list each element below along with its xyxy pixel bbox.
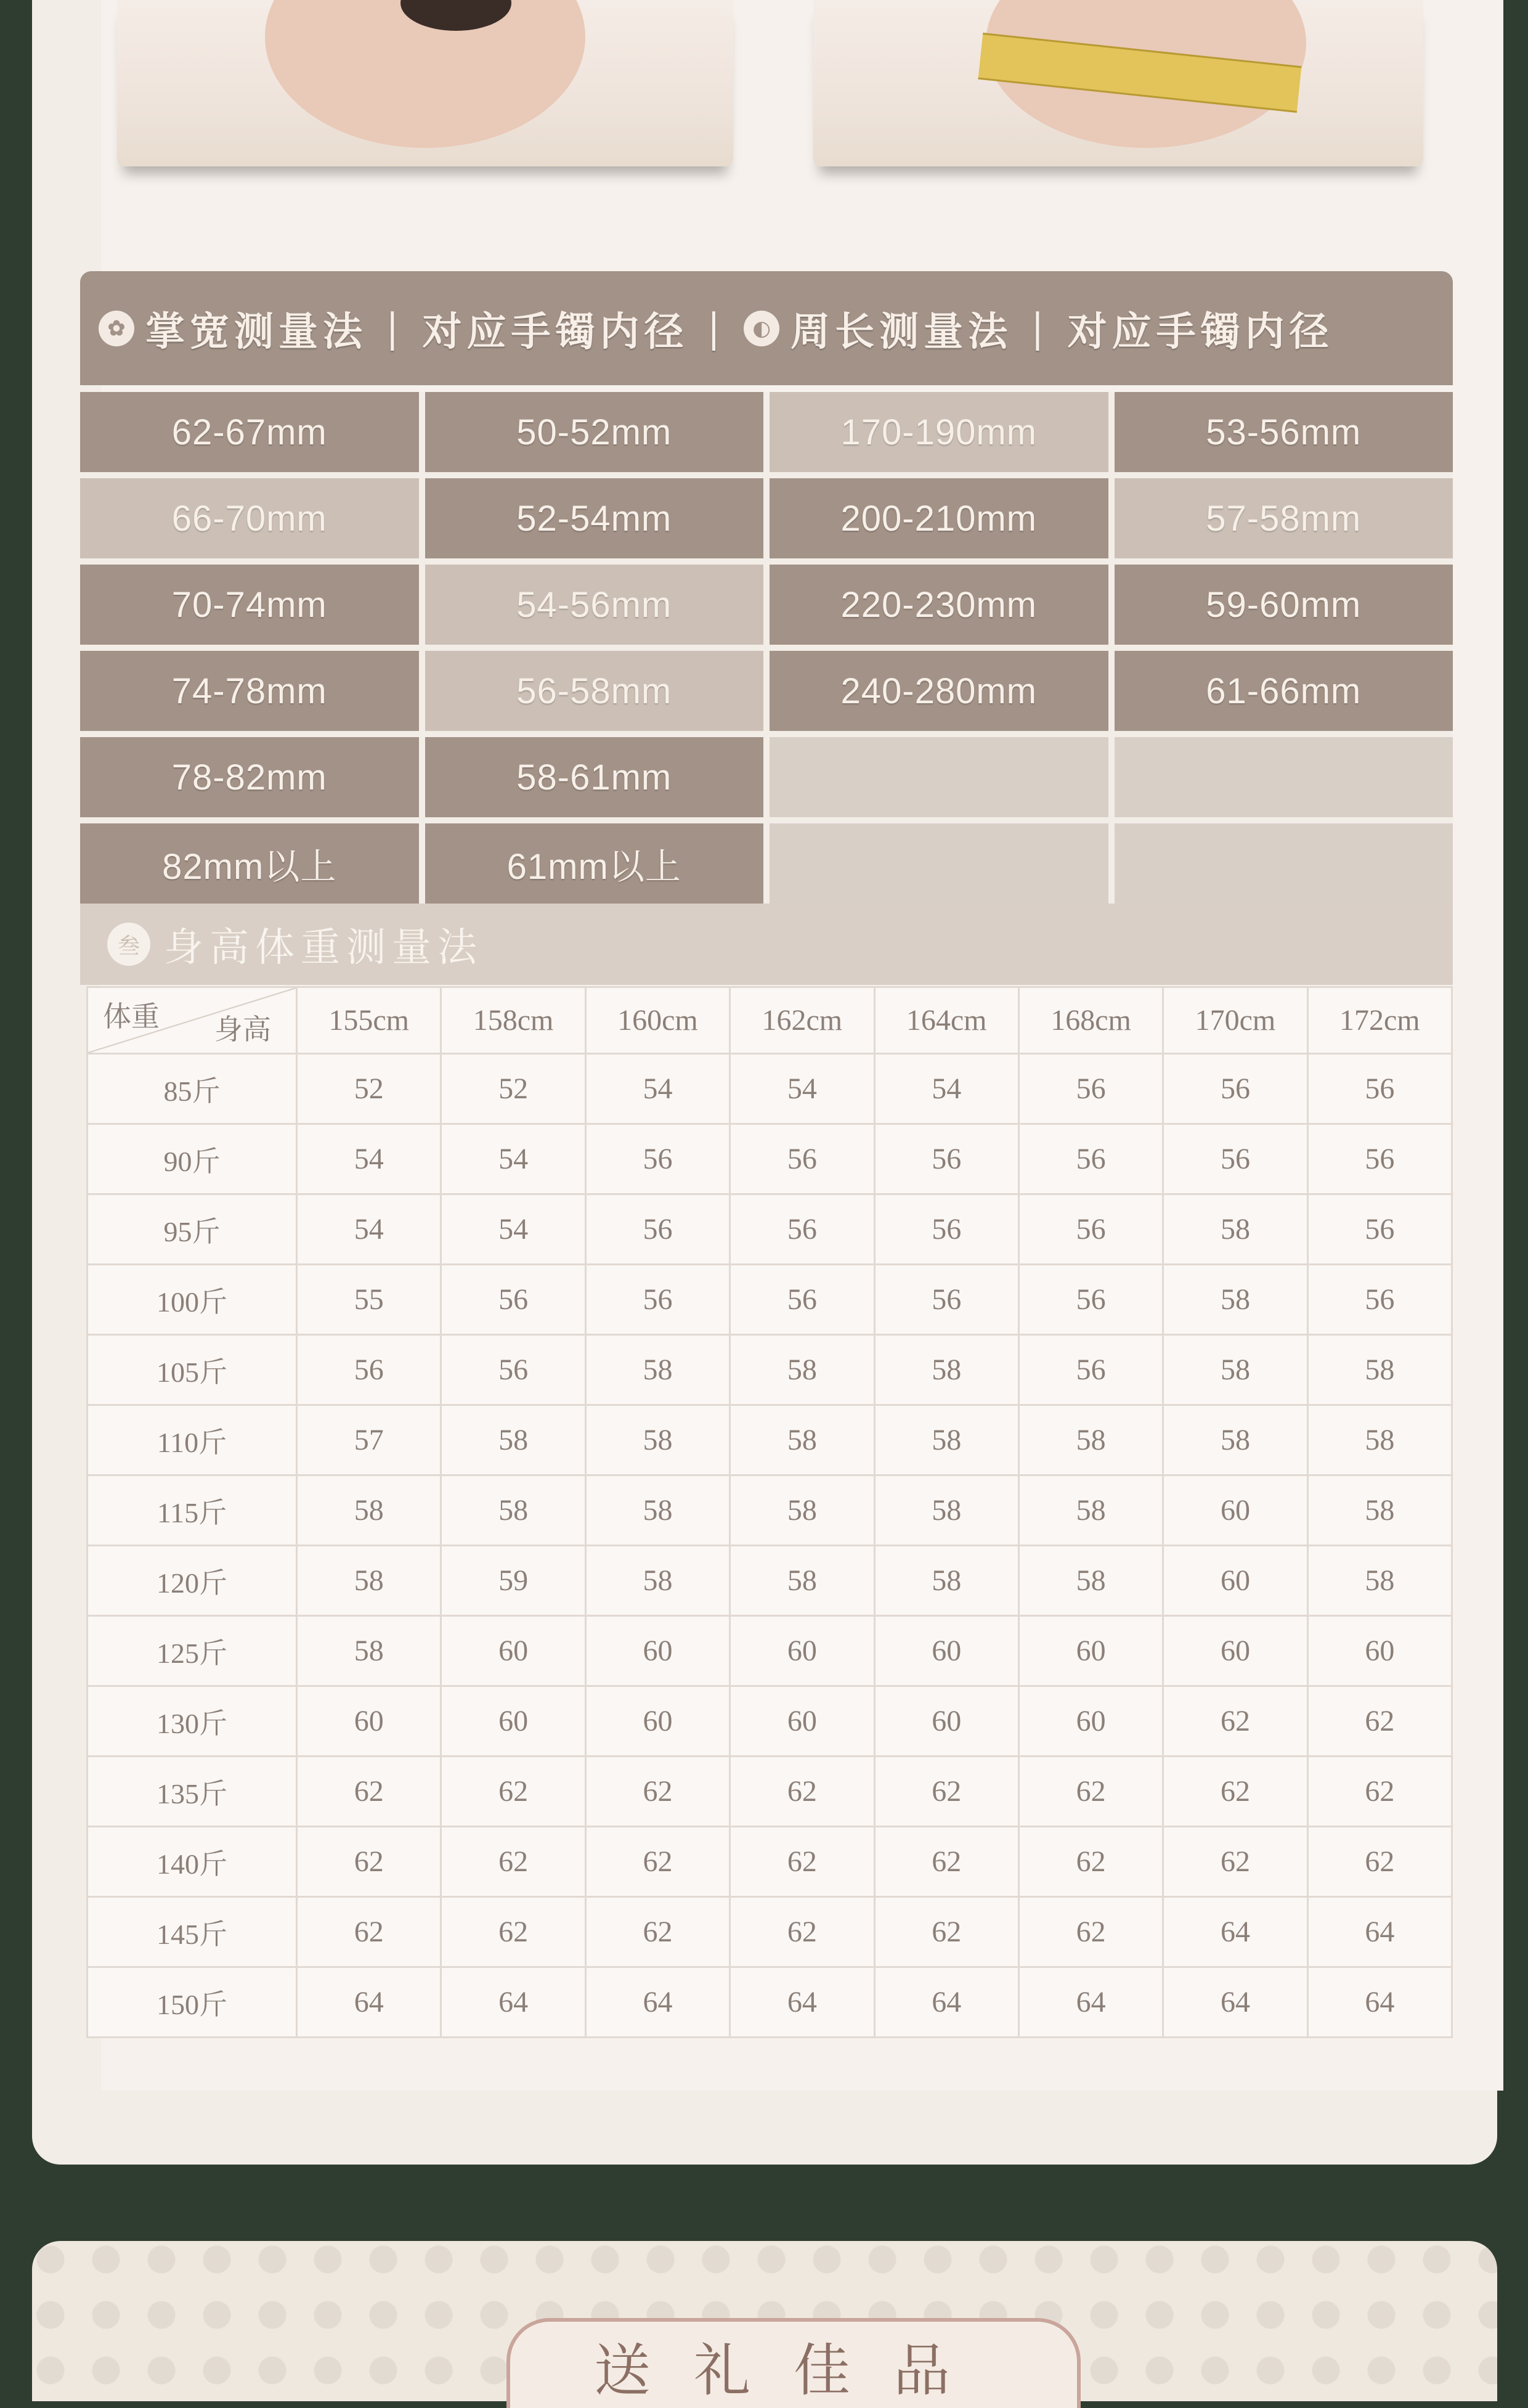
height-column-header: 160cm [585,987,729,1054]
bracelet-size-cell: 52 [297,1054,441,1124]
bracelet-size-cell: 58 [874,1546,1018,1616]
bracelet-size-cell: 56 [441,1265,585,1335]
bracelet-size-cell: 56 [1307,1265,1452,1335]
empty-cell [770,823,1108,904]
table-row [87,1897,1452,1967]
bracelet-size-cell: 64 [730,1967,874,2038]
bracelet-size-cell: 60 [1163,1616,1307,1686]
bracelet-size-cell: 60 [297,1686,441,1757]
bracelet-size-cell: 54 [585,1054,729,1124]
section-number-icon: 叁 [107,923,150,966]
bracelet-size-cell: 56 [297,1335,441,1405]
table-row [87,1475,1452,1546]
bracelet-size-cell: 58 [585,1546,729,1616]
bracelet-size-cell: 60 [1163,1546,1307,1616]
bracelet-size-cell: 64 [1018,1967,1163,2038]
height-column-header: 162cm [730,987,874,1054]
header-separator: | [1031,305,1049,351]
table-row [87,1827,1452,1897]
weight-row-label: 140斤 [87,1827,297,1897]
bracelet-size-cell: 58 [1307,1405,1452,1475]
bracelet-size-cell: 54 [730,1054,874,1124]
bracelet-size-cell: 62 [297,1827,441,1897]
bracelet-size-cell: 56 [874,1124,1018,1194]
empty-cell [1115,823,1453,904]
weight-row-label: 150斤 [87,1967,297,2038]
bracelet-size-cell: 58 [1018,1475,1163,1546]
weight-row-label: 110斤 [87,1405,297,1475]
bracelet-size-cell: 58 [1018,1546,1163,1616]
flower-icon: ✿ [99,311,134,346]
circ-target-title: 对应手镯内径 [1067,308,1334,355]
circ-method-title: 周长测量法 [790,308,1013,355]
table-row [87,1265,1452,1335]
bracelet-size-cell: 55 [297,1265,441,1335]
bracelet-size-cell: 58 [874,1405,1018,1475]
bracelet-size-cell: 60 [874,1686,1018,1757]
palm-width-cell: 70-74mm [80,565,419,645]
measurement-grid [80,392,1453,904]
bracelet-size-cell: 62 [1163,1827,1307,1897]
table-row [87,1616,1452,1686]
bracelet-size-cell: 57 [297,1405,441,1475]
table-row [87,1546,1452,1616]
palm-method-title: 掌宽测量法 [145,308,367,355]
weight-row-label: 145斤 [87,1897,297,1967]
bracelet-size-cell: 58 [1307,1546,1452,1616]
table-row [87,1335,1452,1405]
palm-inner-cell: 50-52mm [425,392,764,472]
bracelet-size-cell: 59 [441,1546,585,1616]
height-column-header: 155cm [297,987,441,1054]
table-row [87,1405,1452,1475]
table-corner-cell [87,987,297,1054]
table-row [87,1967,1452,2038]
bracelet-size-cell: 56 [585,1194,729,1265]
bracelet-size-cell: 56 [874,1265,1018,1335]
bracelet-size-cell: 58 [874,1475,1018,1546]
height-weight-header [80,904,1453,985]
bracelet-size-cell: 60 [1307,1616,1452,1686]
bracelet-size-cell: 62 [441,1757,585,1827]
bracelet-size-cell: 56 [585,1124,729,1194]
bracelet-size-cell: 58 [1307,1335,1452,1405]
weight-row-label: 100斤 [87,1265,297,1335]
height-column-header: 164cm [874,987,1018,1054]
bracelet-size-cell: 62 [874,1827,1018,1897]
bracelet-size-cell: 60 [585,1616,729,1686]
circ-inner-cell: 61-66mm [1115,651,1453,731]
bracelet-size-cell: 58 [297,1546,441,1616]
bracelet-size-cell: 56 [1163,1124,1307,1194]
table-header-row [87,987,1452,1054]
bracelet-size-cell: 56 [1018,1335,1163,1405]
weight-row-label: 120斤 [87,1546,297,1616]
bracelet-size-cell: 56 [1307,1194,1452,1265]
gift-section-card [32,2241,1497,2404]
bracelet-size-cell: 58 [874,1335,1018,1405]
bracelet-size-cell: 60 [1163,1475,1307,1546]
bracelet-size-cell: 56 [730,1124,874,1194]
weight-row-label: 95斤 [87,1194,297,1265]
wrist-measure-photo [813,0,1423,166]
circumference-cell: 200-210mm [770,478,1108,558]
weight-row-label: 85斤 [87,1054,297,1124]
bracelet-size-cell: 62 [297,1757,441,1827]
empty-cell [770,737,1108,817]
height-column-header: 158cm [441,987,585,1054]
bracelet-size-cell: 56 [730,1265,874,1335]
palm-width-cell: 78-82mm [80,737,419,817]
bracelet-size-cell: 62 [441,1827,585,1897]
table-body [87,1054,1452,2038]
bracelet-size-cell: 58 [1018,1405,1163,1475]
palm-target-title: 对应手镯内径 [422,308,689,355]
gift-section-title: 送礼佳品 [506,2318,1081,2408]
weight-row-label: 135斤 [87,1757,297,1827]
bracelet-size-cell: 54 [874,1054,1018,1124]
bracelet-size-cell: 64 [1307,1897,1452,1967]
bracelet-size-cell: 62 [585,1897,729,1967]
palm-width-cell: 82mm以上 [80,823,419,904]
height-weight-table [86,986,1453,2038]
bracelet-size-cell: 58 [1307,1475,1452,1546]
bracelet-size-cell: 54 [441,1194,585,1265]
bracelet-size-cell: 58 [1163,1335,1307,1405]
bracelet-size-cell: 58 [730,1335,874,1405]
bracelet-size-cell: 62 [730,1827,874,1897]
bracelet-size-cell: 58 [585,1405,729,1475]
header-separator: | [386,305,404,351]
bracelet-size-cell: 60 [730,1686,874,1757]
bracelet-size-cell: 62 [1307,1686,1452,1757]
palm-width-cell: 62-67mm [80,392,419,472]
circumference-cell: 220-230mm [770,565,1108,645]
height-column-header: 170cm [1163,987,1307,1054]
bracelet-size-cell: 64 [585,1967,729,2038]
bracelet-size-cell: 58 [730,1475,874,1546]
height-axis-label: 身高 [214,1014,271,1045]
bracelet-size-cell: 58 [297,1616,441,1686]
bracelet-size-cell: 54 [297,1194,441,1265]
bracelet-size-cell: 56 [1018,1054,1163,1124]
bracelet-size-cell: 58 [1163,1194,1307,1265]
palm-inner-cell: 56-58mm [425,651,764,731]
circ-inner-cell: 57-58mm [1115,478,1453,558]
table-row [87,1124,1452,1194]
bracelet-size-cell: 60 [441,1686,585,1757]
height-column-header: 172cm [1307,987,1452,1054]
circumference-cell: 170-190mm [770,392,1108,472]
bracelet-size-cell: 62 [1018,1827,1163,1897]
bracelet-size-cell: 62 [1163,1757,1307,1827]
weight-row-label: 115斤 [87,1475,297,1546]
bracelet-size-cell: 58 [297,1475,441,1546]
weight-row-label: 125斤 [87,1616,297,1686]
bracelet-size-cell: 60 [585,1686,729,1757]
bracelet-size-cell: 56 [441,1335,585,1405]
bracelet-size-cell: 58 [441,1405,585,1475]
bracelet-size-cell: 62 [585,1757,729,1827]
bracelet-size-cell: 60 [874,1616,1018,1686]
half-circle-icon: ◐ [744,311,779,346]
bracelet-size-cell: 56 [874,1194,1018,1265]
weight-row-label: 90斤 [87,1124,297,1194]
palm-method-label [99,300,367,357]
bracelet-size-cell: 60 [1018,1686,1163,1757]
bracelet-size-cell: 58 [441,1475,585,1546]
weight-axis-label: 体重 [103,1001,160,1032]
height-column-header: 168cm [1018,987,1163,1054]
bracelet-size-cell: 64 [1163,1967,1307,2038]
circumference-cell: 240-280mm [770,651,1108,731]
bracelet-size-cell: 64 [1163,1897,1307,1967]
bracelet-size-cell: 58 [730,1405,874,1475]
bracelet-size-cell: 62 [1018,1897,1163,1967]
weight-row-label: 130斤 [87,1686,297,1757]
bracelet-size-cell: 62 [874,1757,1018,1827]
bracelet-size-cell: 58 [730,1546,874,1616]
bracelet-size-cell: 56 [1163,1054,1307,1124]
height-weight-title: 身高体重测量法 [164,925,483,971]
bracelet-size-cell: 62 [441,1897,585,1967]
bracelet-size-cell: 56 [730,1194,874,1265]
palm-inner-cell: 54-56mm [425,565,764,645]
bracelet-size-cell: 60 [441,1616,585,1686]
bracelet-size-cell: 62 [297,1897,441,1967]
bracelet-size-cell: 62 [1307,1827,1452,1897]
palm-inner-cell: 58-61mm [425,737,764,817]
bracelet-size-cell: 64 [297,1967,441,2038]
bracelet-size-cell: 56 [1018,1265,1163,1335]
palm-inner-cell: 52-54mm [425,478,764,558]
method-header [80,271,1453,385]
palm-width-cell: 74-78mm [80,651,419,731]
empty-cell [1115,737,1453,817]
bracelet-size-cell: 60 [1018,1616,1163,1686]
bracelet-size-cell: 64 [441,1967,585,2038]
circ-inner-cell: 53-56mm [1115,392,1453,472]
table-row [87,1686,1452,1757]
bracelet-size-cell: 56 [1018,1124,1163,1194]
table-row [87,1194,1452,1265]
bracelet-size-cell: 54 [297,1124,441,1194]
palm-inner-cell: 61mm以上 [425,823,764,904]
bracelet-size-cell: 62 [1307,1757,1452,1827]
bracelet-size-cell: 62 [1018,1757,1163,1827]
bracelet-size-cell: 56 [1307,1054,1452,1124]
bracelet-size-cell: 62 [874,1897,1018,1967]
bracelet-size-cell: 56 [1307,1124,1452,1194]
palm-width-cell: 66-70mm [80,478,419,558]
circ-method-label [744,300,1012,357]
bracelet-size-cell: 56 [1018,1194,1163,1265]
bracelet-size-cell: 58 [585,1475,729,1546]
bracelet-size-cell: 58 [1163,1265,1307,1335]
table-row [87,1054,1452,1124]
bracelet-size-cell: 62 [1163,1686,1307,1757]
header-separator: | [707,305,726,351]
palm-measure-photo [117,0,733,166]
bracelet-size-cell: 52 [441,1054,585,1124]
bracelet-size-cell: 62 [730,1757,874,1827]
bracelet-size-cell: 54 [441,1124,585,1194]
bracelet-size-cell: 58 [1163,1405,1307,1475]
bracelet-size-cell: 56 [585,1265,729,1335]
table-row [87,1757,1452,1827]
circ-inner-cell: 59-60mm [1115,565,1453,645]
bracelet-size-cell: 62 [730,1897,874,1967]
bracelet-size-cell: 58 [585,1335,729,1405]
bracelet-size-cell: 64 [874,1967,1018,2038]
bracelet-size-cell: 64 [1307,1967,1452,2038]
weight-row-label: 105斤 [87,1335,297,1405]
bracelet-size-cell: 62 [585,1827,729,1897]
bracelet-size-cell: 60 [730,1616,874,1686]
